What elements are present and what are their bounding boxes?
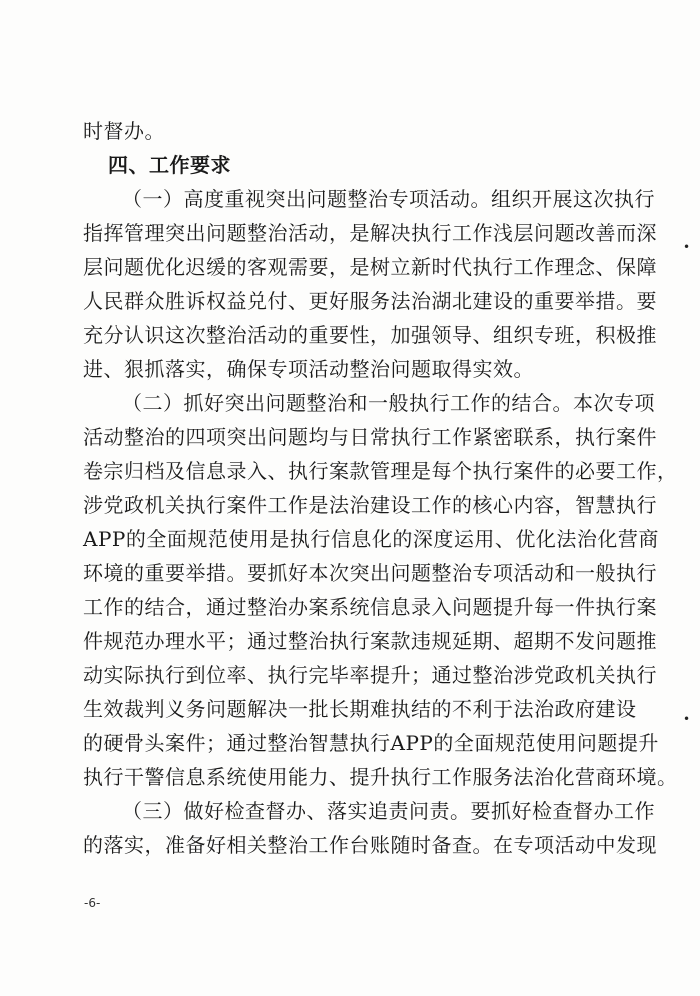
paragraph-line-10: 活动整治的四项突出问题均与日常执行工作紧密联系，执行案件 [83, 425, 657, 449]
paragraph-line-8: 进、狠抓落实，确保专项活动整治问题取得实效。 [83, 357, 534, 381]
paragraph-line-4: 指挥管理突出问题整治活动，是解决执行工作浅层问题改善而深 [83, 221, 657, 245]
paragraph-line-22: 的落实，准备好相关整治工作台账随时备查。在专项活动中发现 [83, 833, 657, 857]
paragraph-line-7: 充分认识这次整治活动的重要性，加强领导、组织专班，积极推 [83, 323, 657, 347]
paragraph-line-16: 件规范办理水平；通过整治执行案款违规延期、超期不发问题推 [83, 629, 657, 653]
margin-mark-top: • [683, 240, 691, 254]
paragraph-line-1: 时督办。 [83, 119, 165, 143]
section-heading: 四、工作要求 [108, 153, 231, 177]
paragraph-line-13: APP的全面规范使用是执行信息化的深度运用、优化法治化营商 [83, 527, 659, 551]
page-number: -6- [84, 896, 101, 910]
paragraph-line-12: 涉党政机关执行案件工作是法治建设工作的核心内容，智慧执行 [83, 493, 657, 517]
paragraph-line-18: 生效裁判义务问题解决一批长期难执结的不利于法治政府建设 [83, 697, 637, 721]
paragraph-line-21: （三）做好检查督办、落实追责问责。要抓好检查督办工作 [122, 799, 655, 823]
paragraph-line-9: （二）抓好突出问题整治和一般执行工作的结合。本次专项 [122, 391, 655, 415]
paragraph-line-20: 执行干警信息系统使用能力、提升执行工作服务法治化营商环境。 [83, 765, 678, 789]
paragraph-line-11: 卷宗归档及信息录入、执行案款管理是每个执行案件的必要工作， [83, 459, 678, 483]
paragraph-line-15: 工作的结合，通过整治办案系统信息录入问题提升每一件执行案 [83, 595, 657, 619]
paragraph-line-3: （一）高度重视突出问题整治专项活动。组织开展这次执行 [122, 187, 655, 211]
paragraph-line-17: 动实际执行到位率、执行完毕率提升；通过整治涉党政机关执行 [83, 663, 657, 687]
paragraph-line-19: 的硬骨头案件；通过整治智慧执行APP的全面规范使用问题提升 [83, 731, 659, 755]
paragraph-line-14: 环境的重要举措。要抓好本次突出问题整治专项活动和一般执行 [83, 561, 657, 585]
paragraph-line-5: 层问题优化迟缓的客观需要，是树立新时代执行工作理念、保障 [83, 255, 657, 279]
margin-mark-bottom: • [683, 712, 691, 726]
paragraph-line-6: 人民群众胜诉权益兑付、更好服务法治湖北建设的重要举措。要 [83, 289, 657, 313]
